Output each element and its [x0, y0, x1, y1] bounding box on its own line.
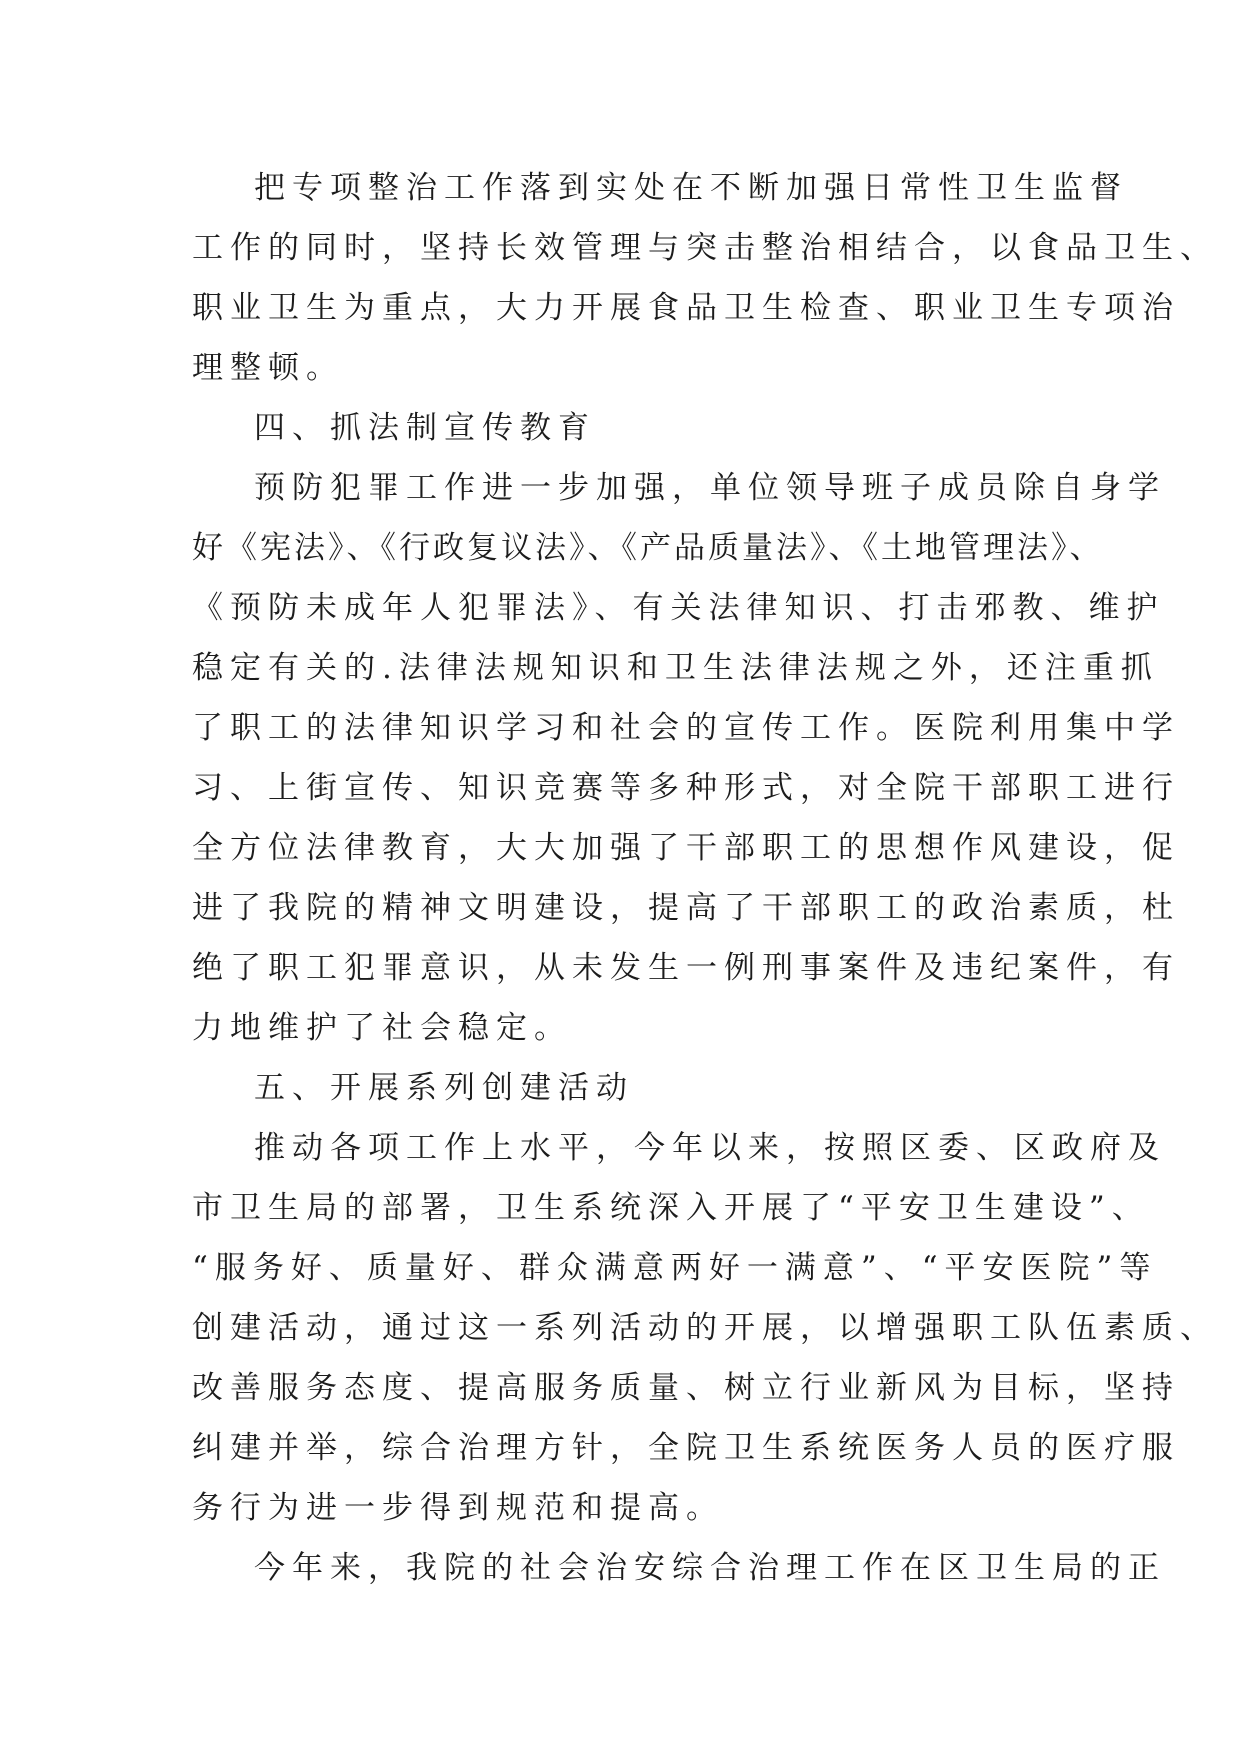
- body-line: 推动各项工作上水平，今年以来，按照区委、区政府及: [254, 1130, 1166, 1166]
- body-line: 好《宪法》、《行政复议法》、《产品质量法》、《土地管理法》、: [192, 530, 1104, 566]
- body-line: 《预防未成年人犯罪法》、有关法律知识、打击邪教、维护: [192, 590, 1165, 626]
- body-line: 职业卫生为重点，大力开展食品卫生检查、职业卫生专项治: [192, 290, 1180, 326]
- body-line: 务行为进一步得到规范和提高。: [192, 1490, 724, 1526]
- body-line: 进了我院的精神文明建设，提高了干部职工的政治素质，杜: [192, 890, 1180, 926]
- body-line: 习、上街宣传、知识竞赛等多种形式，对全院干部职工进行: [192, 770, 1180, 806]
- body-line: 创建活动，通过这一系列活动的开展，以增强职工队伍素质、: [192, 1310, 1218, 1346]
- body-line: 工作的同时，坚持长效管理与突击整治相结合，以食品卫生、: [192, 230, 1218, 266]
- section-heading: 四、抓法制宣传教育: [254, 410, 596, 446]
- body-line: 全方位法律教育，大大加强了干部职工的思想作风建设，促: [192, 830, 1180, 866]
- body-line: 理整顿。: [192, 350, 344, 386]
- body-line: 稳定有关的.法律法规知识和卫生法律法规之外，还注重抓: [192, 650, 1159, 686]
- body-line: 力地维护了社会稳定。: [192, 1010, 572, 1046]
- body-line: 市卫生局的部署，卫生系统深入开展了“平安卫生建设”、: [192, 1190, 1150, 1226]
- body-line: 预防犯罪工作进一步加强，单位领导班子成员除自身学: [254, 470, 1166, 506]
- body-line: “服务好、质量好、群众满意两好一满意”、“平安医院”等: [192, 1250, 1158, 1286]
- body-line: 了职工的法律知识学习和社会的宣传工作。医院利用集中学: [192, 710, 1180, 746]
- body-line: 绝了职工犯罪意识，从未发生一例刑事案件及违纪案件，有: [192, 950, 1180, 986]
- body-line: 今年来，我院的社会治安综合治理工作在区卫生局的正: [254, 1550, 1166, 1586]
- body-line: 纠建并举，综合治理方针，全院卫生系统医务人员的医疗服: [192, 1430, 1180, 1466]
- body-line: 改善服务态度、提高服务质量、树立行业新风为目标，坚持: [192, 1370, 1180, 1406]
- section-heading: 五、开展系列创建活动: [254, 1070, 634, 1106]
- document-body: [192, 158, 1218, 1598]
- body-line: 把专项整治工作落到实处在不断加强日常性卫生监督: [254, 170, 1128, 206]
